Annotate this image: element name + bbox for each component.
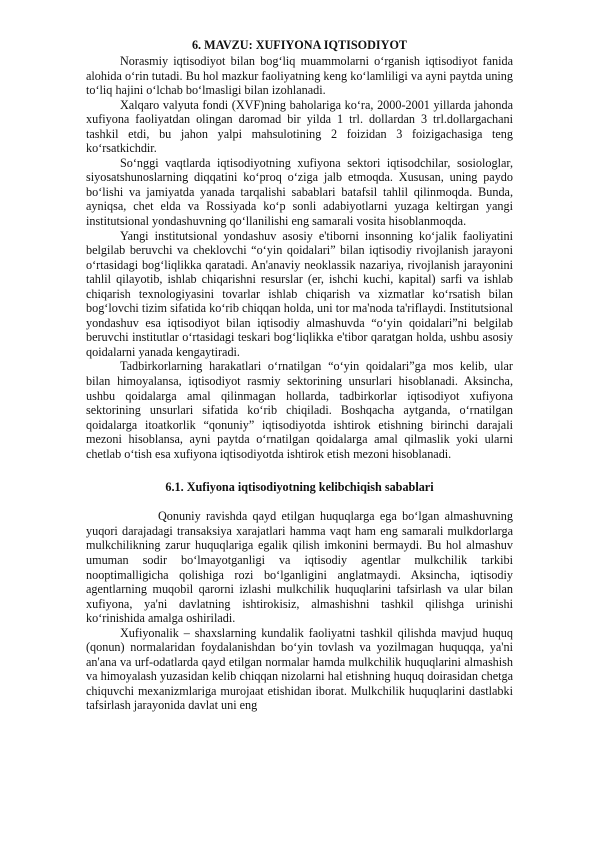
paragraph: So‘nggi vaqtlarda iqtisodiyotning xufiyona sektori iqtisodchilar, sosiologlar, siyosatshunoslarning diqqatini ko‘proq o‘ziga jalb etmoqda. Xususan, uning paydo bo‘lishi va jamiyatda yanada tarqalishi sabablari batafsil tahlil qilinmoqda. Bunda, ayniqsa, chet elda va Rossiyada ko‘p sonli adabiyotlarni yuzaga keltirgan yangi institutsional yondashuvning qo‘llanilishi eng samarali vosita hisoblanmoqda.: [86, 155, 513, 229]
paragraph: Norasmiy iqtisodiyot bilan bog‘liq muammolarni o‘rganish iqtisodiyot fanida alohida o‘rin tutadi. Bu hol mazkur faoliyatning keng ko‘lamliligi va ayni paytda uning to‘liq hajini o‘lchab bo‘lmasligi bilan izohlanadi.: [86, 54, 513, 98]
page-title: 6. MAVZU: XUFIYONA IQTISODIYOT: [191, 38, 408, 52]
paragraph: Xufiyonalik – shaxslarning kundalik faoliyatni tashkil qilishda mavjud huquq (qonun) normalaridan foydalanishdan bo‘yin tovlash va yozilmagan huquqqa, ya'ni an'ana va urf-odatlarda qayd etilgan normalar hamda mulkchilik huquqlarini almashish va himoyalash yuzasidan kelib chiqqan nizolarni hal etishning huquq doirasidan chetga chiquvchi mexanizmlariga murojaat etishidan iborat. Mulkchilik huquqlarini dastlabki tafsirlash jarayonida davlat uni eng: [86, 625, 513, 713]
section-heading: 6.1. Xufiyona iqtisodiyotning kelibchiqish sabablari: [165, 480, 434, 495]
intro-body: [86, 54, 513, 461]
paragraph: Qonuniy ravishda qayd etilgan huquqlarga ega bo‘lgan almashuvning yuqori darajadagi transaksiya xarajatlari hamma vaqt ham eng samarali mulkdorlarga mulkchilikning zarur huquqlariga egalik qilish imkonini bermaydi. Bu hol almashuv umuman sodir bo‘lmayotganligi va iqtisodiy agentlar mulkchilik tarkibi nooptimalligicha qolishiga rozi bo‘lganligini anglatmaydi. Aksincha, iqtisodiy agentlarning muqobil qarorni izlashi mulkchilik huquqlarini tafsirlash va ular bilan xufiyona, ya'ni davlatning ishtirokisiz, almashishni tashkil qilishga urinishi ko‘rinishida amalga oshiriladi.: [86, 509, 513, 626]
paragraph: Yangi institutsional yondashuv asosiy e'tiborni insonning ko‘jalik faoliyatini belgilab beruvchi va cheklovchi “o‘yin qoidalari” bilan iqtisodiy rivojlanish jarayoni o‘rtasidagi bog‘liqlikka qaratadi. An'anaviy neoklassik nazariya, rivojlanish jarayonini tahlil qilayotib, ishlab chiqarishni resurslar (er, ishchi kuchi, kapital) sarfi va ishlab chiqarish texnologiyasini tovarlar ishlab chiqarish va xizmatlar ko‘rsatish bilan bog‘lovchi tizim sifatida ko‘rib chiqqan holda, uni tor ma'noda ta'riflaydi. Institutsional yondashuv esa iqtisodiyot bilan iqtisodiy almashuvda “o‘yin qoidalari”ni belgilab beruvchi institutlar o‘rtasidagi teskari bog‘liqlikka e'tibor qaratgan holda, ushbu asosiy qoidalarni yanada kengaytiradi.: [86, 228, 513, 359]
section-body: [86, 509, 513, 713]
paragraph: Tadbirkorlarning harakatlari o‘rnatilgan “o‘yin qoidalari”ga mos kelib, ular bilan himoyalansa, iqtisodiyot rasmiy sektorining unsurlari hisoblanadi. Aksincha, ushbu qoidalarga amal qilinmagan hollarda, tadbirkorlar iqtisodiyot xufiyona sektorining unsurlari sifatida ko‘rib chiqiladi. Boshqacha aytganda, o‘rnatilgan qoidalarga itoatkorlik “qonuniy” iqtisodiyotda ishtirok etishning birinchi darajali mezoni hisoblansa, ayni paytda o‘rnatilgan qoidalarga amal qilmaslik yoki ularni chetlab o‘tish esa xufiyona iqtisodiyotda ishtirok etish mezoni hisoblanadi.: [86, 359, 513, 461]
paragraph: Xalqaro valyuta fondi (XVF)ning baholariga ko‘ra, 2000-2001 yillarda jahonda xufiyona faoliyatdan olingan daromad bir yilda 1 trl. dollardan 3 trl.dollargachani tashkil etdi, bu jahon yalpi mahsulotining 2 foizidan 3 foizigachasiga teng ko‘rsatkichdir.: [86, 97, 513, 156]
